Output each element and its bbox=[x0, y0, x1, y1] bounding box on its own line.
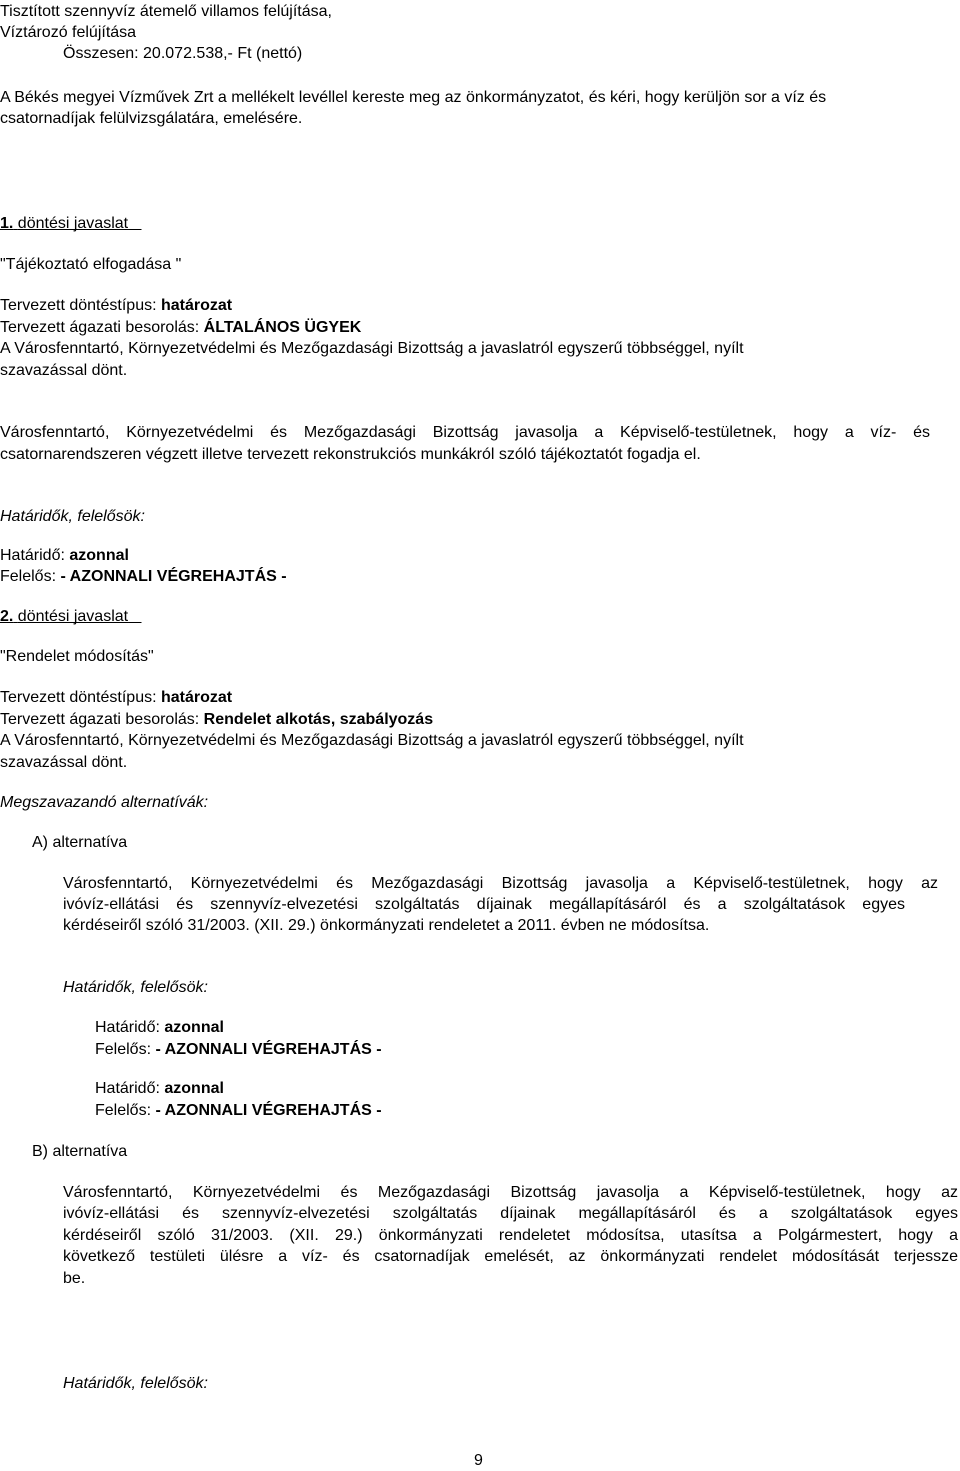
proposal1-responsible-value: - AZONNALI VÉGREHAJTÁS - bbox=[60, 568, 287, 585]
proposal2-heading-text: döntési javaslat bbox=[17, 608, 129, 625]
proposal2-type-value: határozat bbox=[160, 689, 233, 706]
proposal2-sector-label: Tervezett ágazati besorolás: bbox=[0, 711, 200, 728]
alt-a-line-2: ivóvíz-ellátási és szennyvíz-elvezetési szolgáltatás díjainak megállapításáról és a szolgáltatások egyes bbox=[63, 896, 905, 913]
proposal1-body-line-1: Városfenntartó, Környezetvédelmi és Mezőgazdasági Bizottság javasolja a Képviselő-testületnek, hogy a víz- és bbox=[0, 424, 930, 441]
proposal2-type bbox=[0, 687, 232, 708]
alternatives-heading: Megszavazandó alternatívák: bbox=[0, 794, 209, 811]
alt-a-responsible-2-value: - AZONNALI VÉGREHAJTÁS - bbox=[155, 1102, 382, 1119]
alt-a-line-3: kérdéseiről szóló 31/2003. (XII. 29.) önkormányzati rendeletet a 2011. évben ne módosítsa. bbox=[63, 917, 710, 934]
intro-line-2: csatornadíjak felülvizsgálatára, emelésére. bbox=[0, 110, 303, 127]
alt-b-line-1: Városfenntartó, Környezetvédelmi és Mezőgazdasági Bizottság javasolja a Képviselő-testületnek, hogy az bbox=[63, 1184, 958, 1201]
proposal1-sector-label: Tervezett ágazati besorolás: bbox=[0, 319, 200, 336]
proposal1-deadline bbox=[0, 545, 129, 566]
proposal2-vote-line-1: A Városfenntartó, Környezetvédelmi és Mezőgazdasági Bizottság a javaslatról egyszerű többséggel, nyílt bbox=[0, 732, 744, 749]
header-line-1: Tisztított szennyvíz átemelő villamos felújítása, bbox=[0, 3, 332, 20]
proposal1-deadline-label: Határidő: bbox=[0, 547, 65, 564]
alt-a-responsible-1-value: - AZONNALI VÉGREHAJTÁS - bbox=[155, 1041, 382, 1058]
alt-b-line-5: be. bbox=[63, 1270, 86, 1287]
proposal1-deadline-value: azonnal bbox=[69, 547, 129, 564]
alt-a-deadline-2-value: azonnal bbox=[164, 1080, 224, 1097]
proposal1-type-label: Tervezett döntéstípus: bbox=[0, 297, 157, 314]
alt-a-deadline-1 bbox=[95, 1017, 224, 1038]
alt-b-line-4: következő testületi ülésre a víz- és csatornadíjak emelését, az önkormányzati rendelet módosítását terjessze bbox=[63, 1248, 958, 1265]
proposal1-sector-value: ÁLTALÁNOS ÜGYEK bbox=[203, 319, 362, 336]
alt-a-label: A) alternatíva bbox=[32, 834, 128, 851]
alt-a-deadline-1-label: Határidő: bbox=[95, 1019, 160, 1036]
proposal2-vote-line-2: szavazással dönt. bbox=[0, 754, 128, 771]
alt-b-label: B) alternatíva bbox=[32, 1143, 128, 1160]
alt-a-responsible-1 bbox=[95, 1039, 382, 1060]
proposal2-type-label: Tervezett döntéstípus: bbox=[0, 689, 157, 706]
alt-a-deadline-2 bbox=[95, 1078, 224, 1099]
proposal2-heading bbox=[0, 606, 141, 627]
alt-a-responsible-2 bbox=[95, 1100, 382, 1121]
proposal1-deadlines-heading: Határidők, felelősök: bbox=[0, 508, 145, 525]
proposal1-sector bbox=[0, 317, 361, 338]
proposal1-vote-line-2: szavazással dönt. bbox=[0, 362, 128, 379]
proposal1-responsible-label: Felelős: bbox=[0, 568, 57, 585]
proposal1-responsible bbox=[0, 566, 287, 587]
alt-a-responsible-2-label: Felelős: bbox=[95, 1102, 152, 1119]
proposal2-heading-number: 2. bbox=[0, 608, 14, 625]
alt-a-deadline-1-value: azonnal bbox=[164, 1019, 224, 1036]
proposal2-title: "Rendelet módosítás" bbox=[0, 648, 154, 665]
proposal1-heading bbox=[0, 213, 141, 234]
alt-a-deadline-2-label: Határidő: bbox=[95, 1080, 160, 1097]
header-total: Összesen: 20.072.538,- Ft (nettó) bbox=[63, 45, 303, 62]
alt-b-deadlines-heading: Határidők, felelősök: bbox=[63, 1375, 208, 1392]
alt-b-line-3: kérdéseiről szóló 31/2003. (XII. 29.) önkormányzati rendeletet módosítsa, utasítsa a Polgármestert, hogy a bbox=[63, 1227, 958, 1244]
proposal1-vote-line-1: A Városfenntartó, Környezetvédelmi és Mezőgazdasági Bizottság a javaslatról egyszerű többséggel, nyílt bbox=[0, 340, 744, 357]
proposal1-heading-text: döntési javaslat bbox=[17, 215, 129, 232]
proposal2-sector bbox=[0, 709, 433, 730]
alt-a-responsible-1-label: Felelős: bbox=[95, 1041, 152, 1058]
proposal1-heading-number: 1. bbox=[0, 215, 14, 232]
alt-a-line-1: Városfenntartó, Környezetvédelmi és Mezőgazdasági Bizottság javasolja a Képviselő-testületnek, hogy az bbox=[63, 875, 938, 892]
proposal1-type-value: határozat bbox=[160, 297, 233, 314]
header-line-2: Víztározó felújítása bbox=[0, 24, 137, 41]
alt-a-deadlines-heading: Határidők, felelősök: bbox=[63, 979, 208, 996]
page-number: 9 bbox=[474, 1452, 483, 1469]
intro-line-1: A Békés megyei Vízművek Zrt a mellékelt levéllel kereste meg az önkormányzatot, és kéri, hogy kerüljön sor a víz és bbox=[0, 89, 827, 106]
proposal1-type bbox=[0, 295, 232, 316]
proposal1-title: "Tájékoztató elfogadása " bbox=[0, 256, 182, 273]
proposal2-sector-value: Rendelet alkotás, szabályozás bbox=[203, 711, 434, 728]
proposal1-body-line-2: csatornarendszeren végzett illetve tervezett rekonstrukciós munkákról szóló tájékoztatót fogadja el. bbox=[0, 446, 701, 463]
alt-b-line-2: ivóvíz-ellátási és szennyvíz-elvezetési szolgáltatás díjainak megállapításáról és a szolgáltatások egyes bbox=[63, 1205, 958, 1222]
